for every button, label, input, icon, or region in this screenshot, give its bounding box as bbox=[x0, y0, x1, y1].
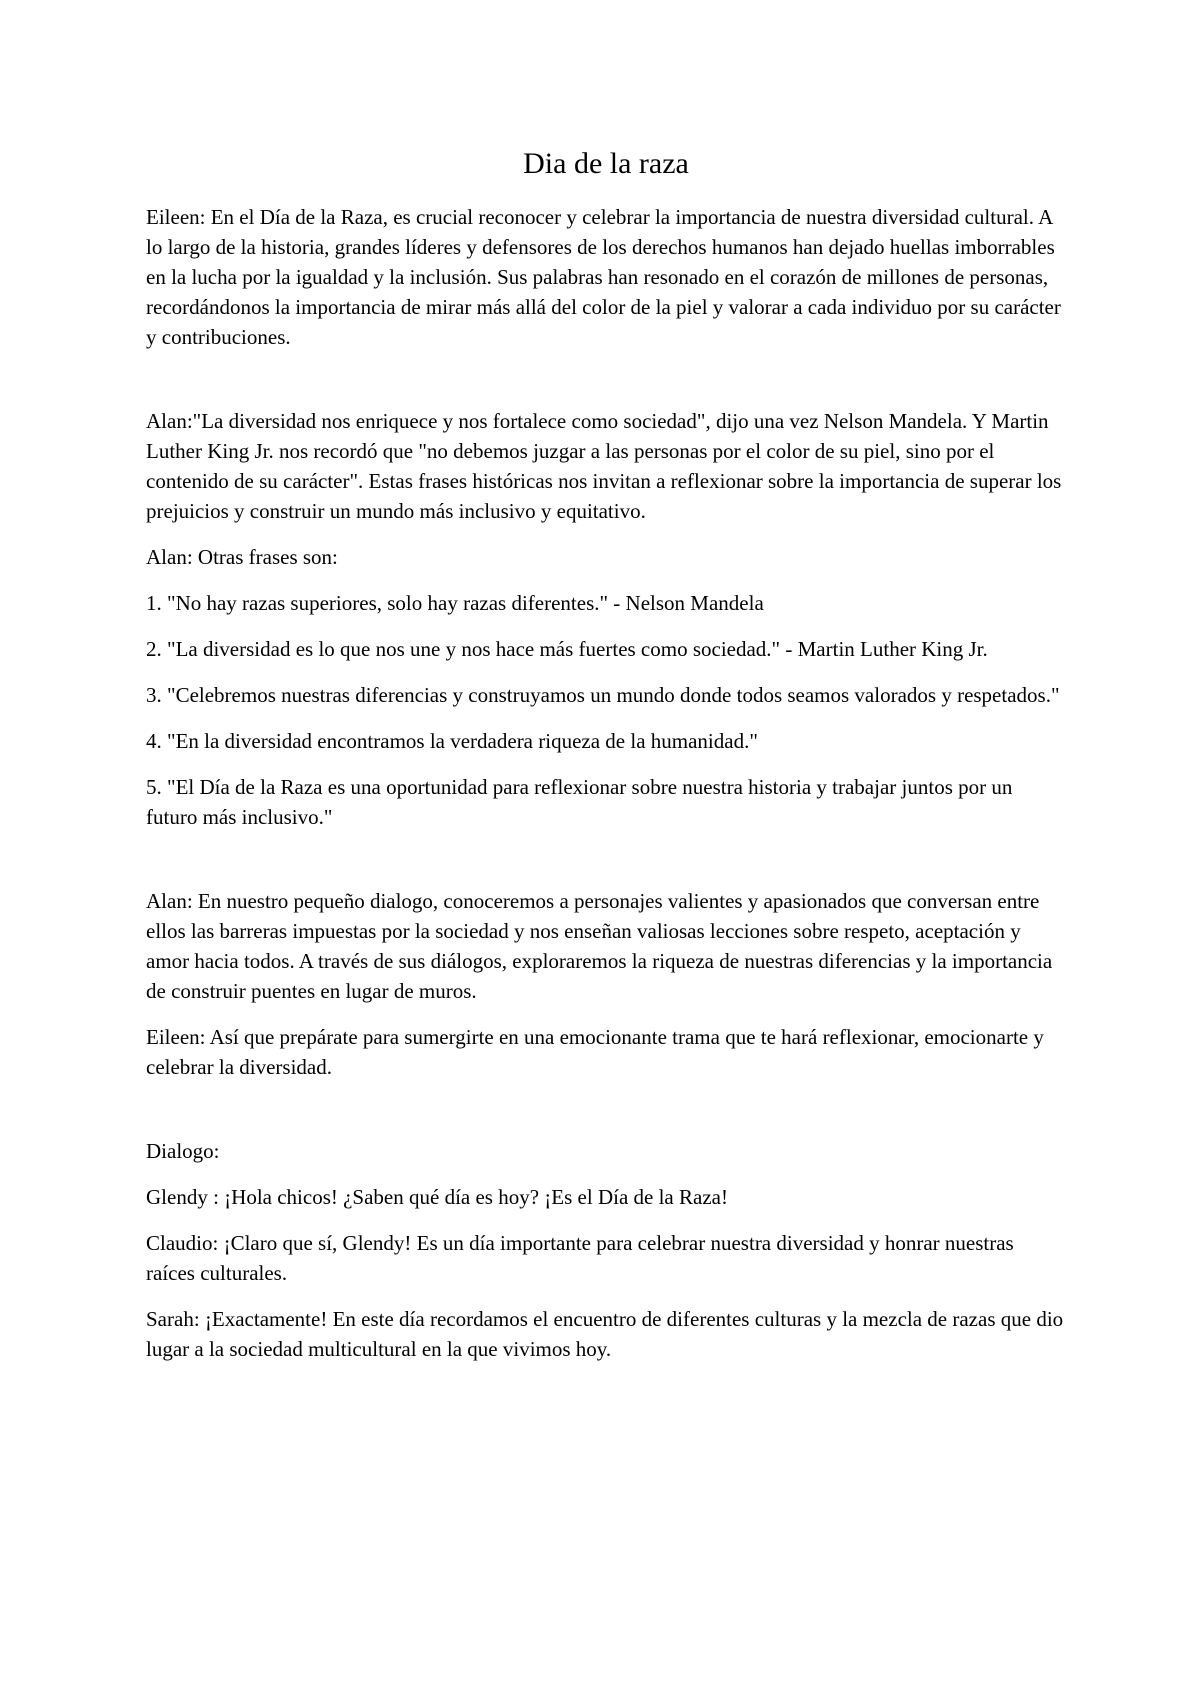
paragraph-eileen-intro: Eileen: En el Día de la Raza, es crucial reconocer y celebrar la importancia de nuestra diversidad cultural. A lo largo de la historia, grandes líderes y defensores de los derechos humanos han dejado huellas imborrables en la lucha por la igualdad y la inclusión. Sus palabras han resonado en el corazón de millones de personas, recordándonos la importancia de mirar más allá del color de la piel y valorar a cada individuo por su carácter y contribuciones. bbox=[146, 205, 1061, 349]
dialogue-line-glendy: Glendy : ¡Hola chicos! ¿Saben qué día es hoy? ¡Es el Día de la Raza! bbox=[146, 1185, 728, 1209]
paragraph-alan-mandela: Alan:"La diversidad nos enriquece y nos fortalece como sociedad", dijo una vez Nelson Mandela. Y Martin Luther King Jr. nos recordó que "no debemos juzgar a las personas por el color de su piel, sino por el contenido de su carácter". Estas frases históricas nos invitan a reflexionar sobre la importancia de superar los prejuicios y construir un mundo más inclusivo y equitativo. bbox=[146, 409, 1062, 523]
dialogue-line-sarah: Sarah: ¡Exactamente! En este día recordamos el encuentro de diferentes culturas y la mezcla de razas que dio lugar a la sociedad multicultural en la que vivimos hoy. bbox=[146, 1307, 1064, 1361]
document-title: Dia de la raza bbox=[523, 147, 689, 180]
quote-item-3: 3. "Celebremos nuestras diferencias y construyamos un mundo donde todos seamos valorados y respetados." bbox=[146, 683, 1060, 707]
quote-item-4: 4. "En la diversidad encontramos la verdadera riqueza de la humanidad." bbox=[146, 729, 758, 753]
paragraph-alan-dialogo: Alan: En nuestro pequeño dialogo, conoceremos a personajes valientes y apasionados que conversan entre ellos las barreras impuestas por la sociedad y nos enseñan valiosas lecciones sobre respeto, aceptación y amor hacia todos. A través de sus diálogos, exploraremos la riqueza de nuestras diferencias y la importancia de construir puentes en lugar de muros. bbox=[146, 889, 1053, 1003]
quote-item-5: 5. "El Día de la Raza es una oportunidad para reflexionar sobre nuestra historia y trabajar juntos por un futuro más inclusivo." bbox=[146, 775, 1013, 829]
paragraph-alan-otras-frases: Alan: Otras frases son: bbox=[146, 545, 338, 569]
dialogue-line-claudio: Claudio: ¡Claro que sí, Glendy! Es un día importante para celebrar nuestra diversidad y honrar nuestras raíces culturales. bbox=[146, 1231, 1014, 1285]
dialogue-heading: Dialogo: bbox=[146, 1139, 220, 1163]
quote-item-1: 1. "No hay razas superiores, solo hay razas diferentes." - Nelson Mandela bbox=[146, 591, 764, 615]
quote-item-2: 2. "La diversidad es lo que nos une y nos hace más fuertes como sociedad." - Martin Luther King Jr. bbox=[146, 637, 988, 661]
paragraph-eileen-preparate: Eileen: Así que prepárate para sumergirte en una emocionante trama que te hará reflexionar, emocionarte y celebrar la diversidad. bbox=[146, 1025, 1044, 1079]
document-body bbox=[146, 144, 1066, 1364]
